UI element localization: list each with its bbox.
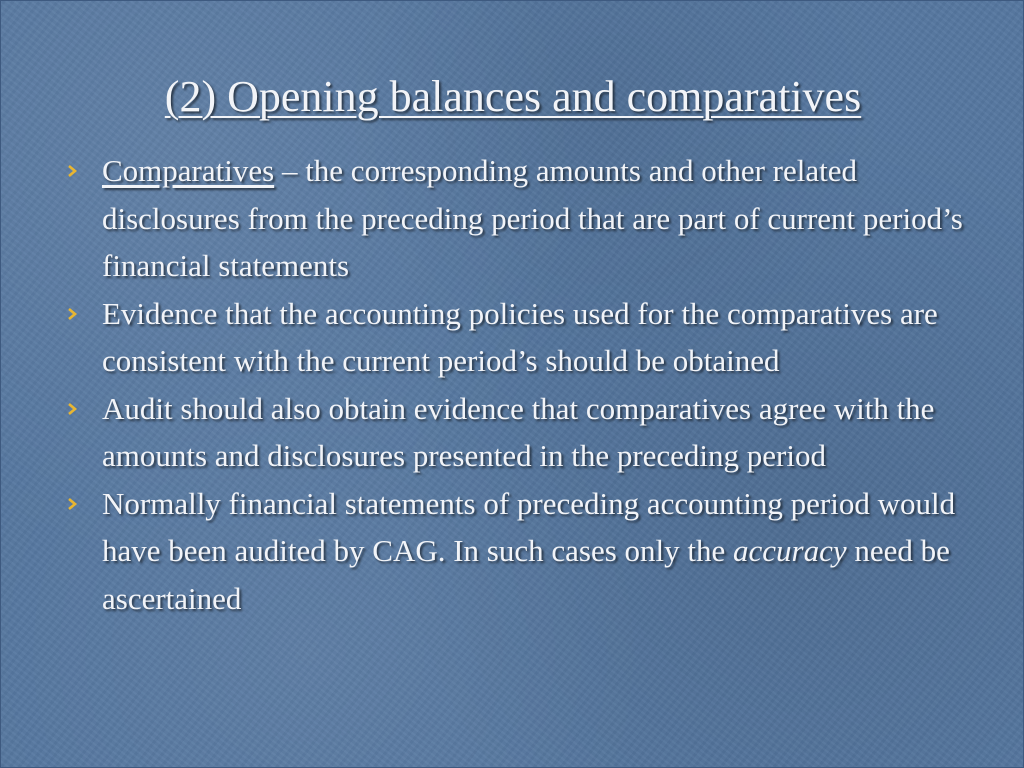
comparatives-term: Comparatives — [102, 153, 275, 188]
chevron-right-icon — [65, 497, 79, 511]
bullet-text-after: need be ascertained — [102, 533, 950, 616]
bullet-text-before: Normally financial statements of preceding accounting period would have been audited by CAG. In such cases only the — [102, 485, 956, 568]
slide-title: (2) Opening balances and comparatives — [164, 72, 862, 121]
bullet-audit-evidence — [61, 385, 991, 480]
comparatives-definition: – the corresponding amounts and other related disclosures from the preceding period that are part of current period’s financial statements — [102, 153, 963, 283]
bullet-list — [61, 147, 991, 622]
bullet-text: Audit should also obtain evidence that comparatives agree with the amounts and disclosures presented in the preceding period — [102, 390, 935, 473]
bullet-accounting-policies — [61, 290, 991, 385]
accuracy-emphasis: accuracy — [733, 533, 847, 568]
chevron-right-icon — [65, 402, 79, 416]
bullet-text: Evidence that the accounting policies used for the comparatives are consistent with the current period’s should be obtained — [102, 295, 938, 378]
bullet-comparatives — [61, 147, 991, 290]
chevron-right-icon — [65, 164, 79, 178]
bullet-cag-audit — [61, 480, 991, 623]
chevron-right-icon — [65, 307, 79, 321]
